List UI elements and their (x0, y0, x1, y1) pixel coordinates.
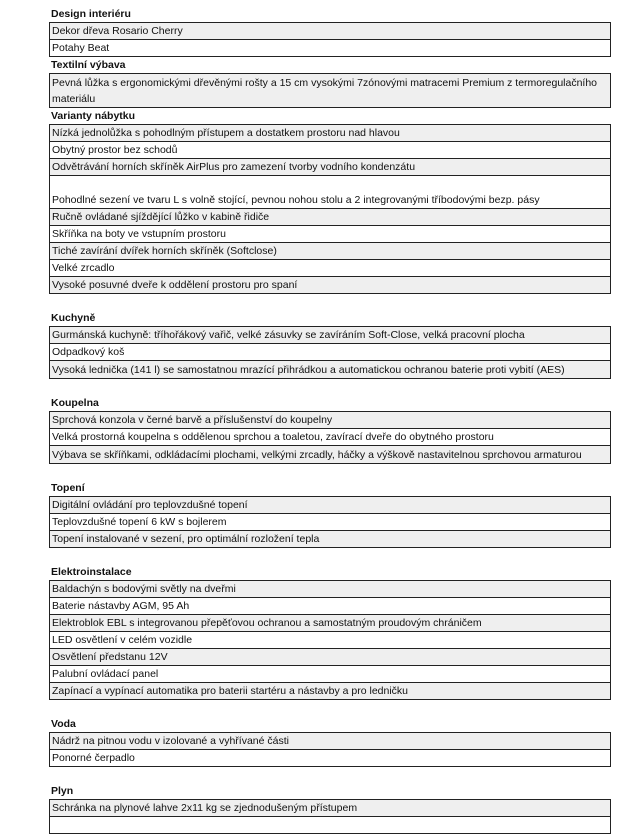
list-item: Digitální ovládání pro teplovzdušné topení (49, 497, 611, 514)
section-spacer (49, 767, 611, 783)
section-heading-textiles: Textilní výbava (51, 59, 126, 71)
list-item: Ručně ovládané sjíždějící lůžko v kabině řidiče (49, 209, 611, 226)
list-item: Potahy Beat (49, 40, 611, 57)
section-rows-design (49, 22, 611, 57)
section-rows-electrics (49, 580, 611, 700)
list-item: Schránka na plynové lahve 2x11 kg se zjednodušeným přístupem (49, 800, 611, 817)
section-rows-furniture (49, 124, 611, 294)
list-item: Ponorné čerpadlo (49, 750, 611, 767)
list-item: Odvětrávání horních skříněk AirPlus pro zamezení tvorby vodního kondenzátu (49, 159, 611, 176)
list-item: Baterie nástavby AGM, 95 Ah (49, 598, 611, 615)
section-rows-gas (49, 799, 611, 834)
list-item: Teplovzdušné topení 6 kW s bojlerem (49, 514, 611, 531)
list-item: Osvětlení předstanu 12V (49, 649, 611, 666)
section-heading-gas: Plyn (51, 785, 74, 797)
section-heading-water: Voda (51, 718, 76, 730)
list-item: Tiché zavírání dvířek horních skříněk (Softclose) (49, 243, 611, 260)
section-rows-textiles (49, 73, 611, 108)
section-heading-heating: Topení (51, 482, 85, 494)
list-item: Obytný prostor bez schodů (49, 142, 611, 159)
section-rows-heating (49, 496, 611, 548)
list-item: Topení instalované v sezení, pro optimální rozložení tepla (49, 531, 611, 548)
list-item: Nádrž na pitnou vodu v izolované a vyhřívané části (49, 733, 611, 750)
list-item: Elektroblok EBL s integrovanou přepěťovou ochranou a samostatným proudovým chráničem (49, 615, 611, 632)
section-spacer (49, 464, 611, 480)
list-item: Pevná lůžka s ergonomickými dřevěnými rošty a 15 cm vysokými 7zónovými matracemi Premium z termoregulačního materiálu (49, 74, 611, 108)
section-rows-kitchen (49, 326, 611, 379)
list-item: Nízká jednolůžka s pohodlným přístupem a dostatkem prostoru nad hlavou (49, 125, 611, 142)
section-heading-bathroom: Koupelna (51, 397, 99, 409)
list-item: Odpadkový koš (49, 344, 611, 361)
section-rows-water (49, 732, 611, 767)
list-item: Sprchová konzola v černé barvě a příslušenství do koupelny (49, 412, 611, 429)
list-item: Velká prostorná koupelna s oddělenou sprchou a toaletou, zavírací dveře do obytného prostoru (49, 429, 611, 446)
list-item: Vysoké posuvné dveře k oddělení prostoru pro spaní (49, 277, 611, 294)
section-spacer (49, 379, 611, 395)
list-item: Skříňka na boty ve vstupním prostoru (49, 226, 611, 243)
section-heading-electrics: Elektroinstalace (51, 566, 132, 578)
list-item: LED osvětlení v celém vozidle (49, 632, 611, 649)
list-item: Velké zrcadlo (49, 260, 611, 277)
list-item: Výbava se skříňkami, odkládacími plochami, velkými zrcadly, háčky a výškově nastavitelnou sprchovou armaturou (49, 446, 611, 464)
list-item-partial (49, 817, 611, 834)
list-item: Pohodlné sezení ve tvaru L s volně stojící, pevnou nohou stolu a 2 integrovanými tříbodovými bezp. pásy (49, 176, 611, 209)
list-item: Gurmánská kuchyně: tříhořákový vařič, velké zásuvky se zavíráním Soft-Close, velká pracovní plocha (49, 327, 611, 344)
section-heading-design: Design interiéru (51, 8, 131, 20)
list-item: Zapínací a vypínací automatika pro baterii startéru a nástavby a pro ledničku (49, 683, 611, 700)
section-spacer (49, 700, 611, 716)
list-item: Baldachýn s bodovými světly na dveřmi (49, 581, 611, 598)
section-heading-furniture: Varianty nábytku (51, 110, 136, 122)
list-item: Palubní ovládací panel (49, 666, 611, 683)
list-item: Dekor dřeva Rosario Cherry (49, 23, 611, 40)
section-rows-bathroom (49, 411, 611, 464)
list-item: Vysoká lednička (141 l) se samostatnou mrazící přihrádkou a automatickou ochranou baterie proti vybití (AES) (49, 361, 611, 379)
section-spacer (49, 294, 611, 310)
equipment-sheet (49, 6, 611, 834)
section-spacer (49, 548, 611, 564)
section-heading-kitchen: Kuchyně (51, 312, 96, 324)
